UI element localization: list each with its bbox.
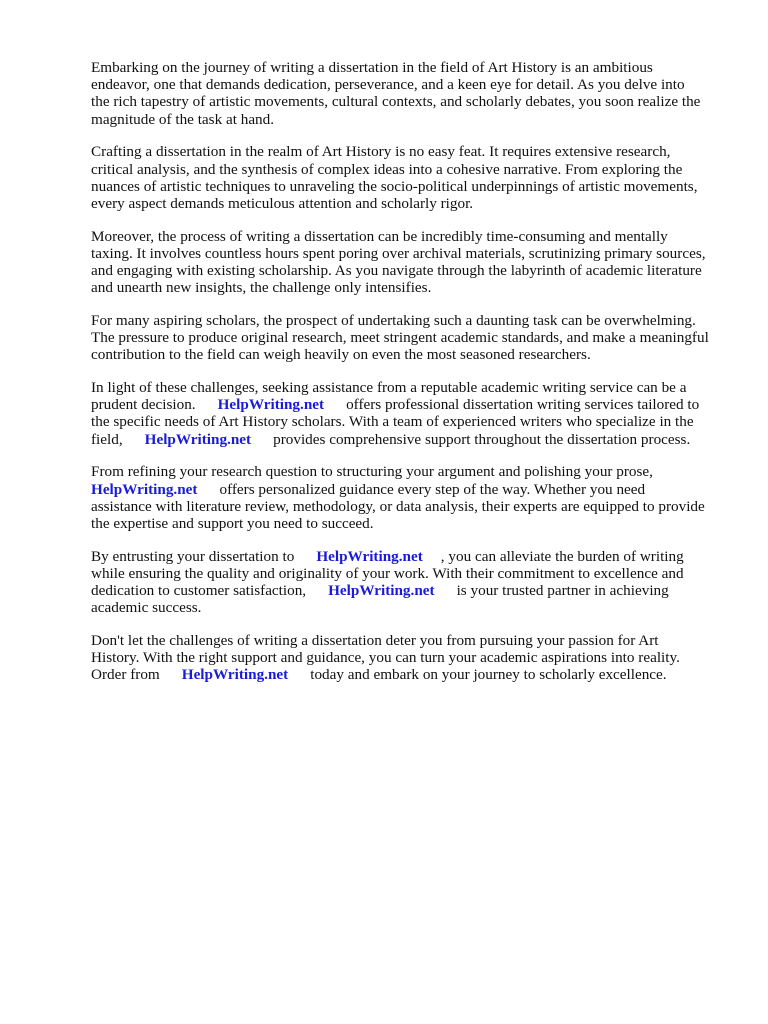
- text-segment: today and embark on your journey to scholarly excellence.: [310, 666, 667, 684]
- text-line: Embarking on the journey of writing a dissertation in the field of Art History is an ambitious: [91, 59, 653, 76]
- text-line: nuances of artistic techniques to unraveling the socio-political underpinnings of artistic movements,: [91, 177, 698, 195]
- text-line: [91, 548, 723, 565]
- text-line: The pressure to produce original research, meet stringent academic standards, and make a meaningful: [91, 329, 709, 347]
- text-segment: prudent decision.: [91, 396, 196, 414]
- text-line: Don't let the challenges of writing a dissertation deter you from pursuing your passion for Art: [91, 631, 659, 649]
- text-line: the rich tapestry of artistic movements, cultural contexts, and scholarly debates, you soon realize the: [91, 93, 701, 111]
- paragraph-3: [91, 228, 723, 297]
- text-line: the specific needs of Art History scholars. With a team of experienced writers who specialize in the: [91, 413, 694, 431]
- text-segment: is your trusted partner in achieving: [456, 582, 669, 600]
- paragraph-8: [91, 632, 723, 684]
- text-line: [91, 666, 723, 683]
- helpwriting-link[interactable]: HelpWriting.net: [316, 547, 423, 565]
- helpwriting-link[interactable]: HelpWriting.net: [217, 396, 325, 414]
- text-line: Crafting a dissertation in the realm of Art History is no easy feat. It requires extensive research,: [91, 143, 671, 161]
- text-line: taxing. It involves countless hours spent poring over archival materials, scrutinizing primary sources,: [91, 244, 706, 262]
- text-line: and engaging with existing scholarship. As you navigate through the labyrinth of academic literature: [91, 262, 702, 280]
- document-page: [91, 59, 723, 699]
- paragraph-1: [91, 59, 723, 128]
- text-segment: Order from: [91, 666, 160, 684]
- text-line: magnitude of the task at hand.: [91, 110, 275, 128]
- text-line: critical analysis, and the synthesis of complex ideas into a cohesive narrative. From exploring the: [91, 160, 683, 178]
- text-line: [91, 431, 723, 448]
- text-segment: provides comprehensive support throughout the dissertation process.: [273, 430, 691, 448]
- text-segment: field,: [91, 430, 123, 448]
- text-line: [91, 396, 723, 413]
- text-line: [91, 582, 723, 599]
- text-line: while ensuring the quality and originality of your work. With their commitment to excellence and: [91, 564, 684, 582]
- paragraph-6: [91, 463, 723, 532]
- text-line: contribution to the field can weigh heavily on even the most seasoned researchers.: [91, 346, 591, 364]
- text-line: and unearth new insights, the challenge only intensifies.: [91, 279, 432, 297]
- text-segment: By entrusting your dissertation to: [91, 547, 295, 565]
- text-line: From refining your research question to structuring your argument and polishing your prose,: [91, 463, 653, 481]
- text-line: For many aspiring scholars, the prospect of undertaking such a daunting task can be overwhelming.: [91, 311, 696, 329]
- text-line: Moreover, the process of writing a dissertation can be incredibly time-consuming and mentally: [91, 227, 668, 245]
- helpwriting-link[interactable]: HelpWriting.net: [144, 430, 252, 448]
- text-segment: offers professional dissertation writing services tailored to: [346, 396, 700, 414]
- helpwriting-link[interactable]: HelpWriting.net: [328, 582, 435, 600]
- text-segment: , you can alleviate the burden of writing: [440, 547, 684, 565]
- text-line: assistance with literature review, methodology, or data analysis, their experts are equipped to provide: [91, 497, 705, 515]
- text-line: the expertise and support you need to succeed.: [91, 514, 374, 532]
- text-line: endeavor, one that demands dedication, perseverance, and a keen eye for detail. As you delve into: [91, 76, 685, 94]
- text-line: History. With the right support and guidance, you can turn your academic aspirations into reality.: [91, 649, 680, 667]
- paragraph-4: [91, 312, 723, 364]
- text-segment: offers personalized guidance every step of the way. Whether you need: [219, 480, 646, 498]
- paragraph-7: [91, 548, 723, 617]
- paragraph-2: [91, 143, 723, 212]
- text-line: every aspect demands meticulous attention and scholarly rigor.: [91, 194, 474, 212]
- helpwriting-link[interactable]: HelpWriting.net: [181, 666, 289, 684]
- text-line: [91, 481, 723, 498]
- paragraph-5: [91, 379, 723, 448]
- helpwriting-link[interactable]: HelpWriting.net: [91, 480, 198, 498]
- text-segment: dedication to customer satisfaction,: [91, 582, 307, 600]
- text-line: academic success.: [91, 599, 202, 617]
- text-line: In light of these challenges, seeking assistance from a reputable academic writing service can be a: [91, 379, 687, 397]
